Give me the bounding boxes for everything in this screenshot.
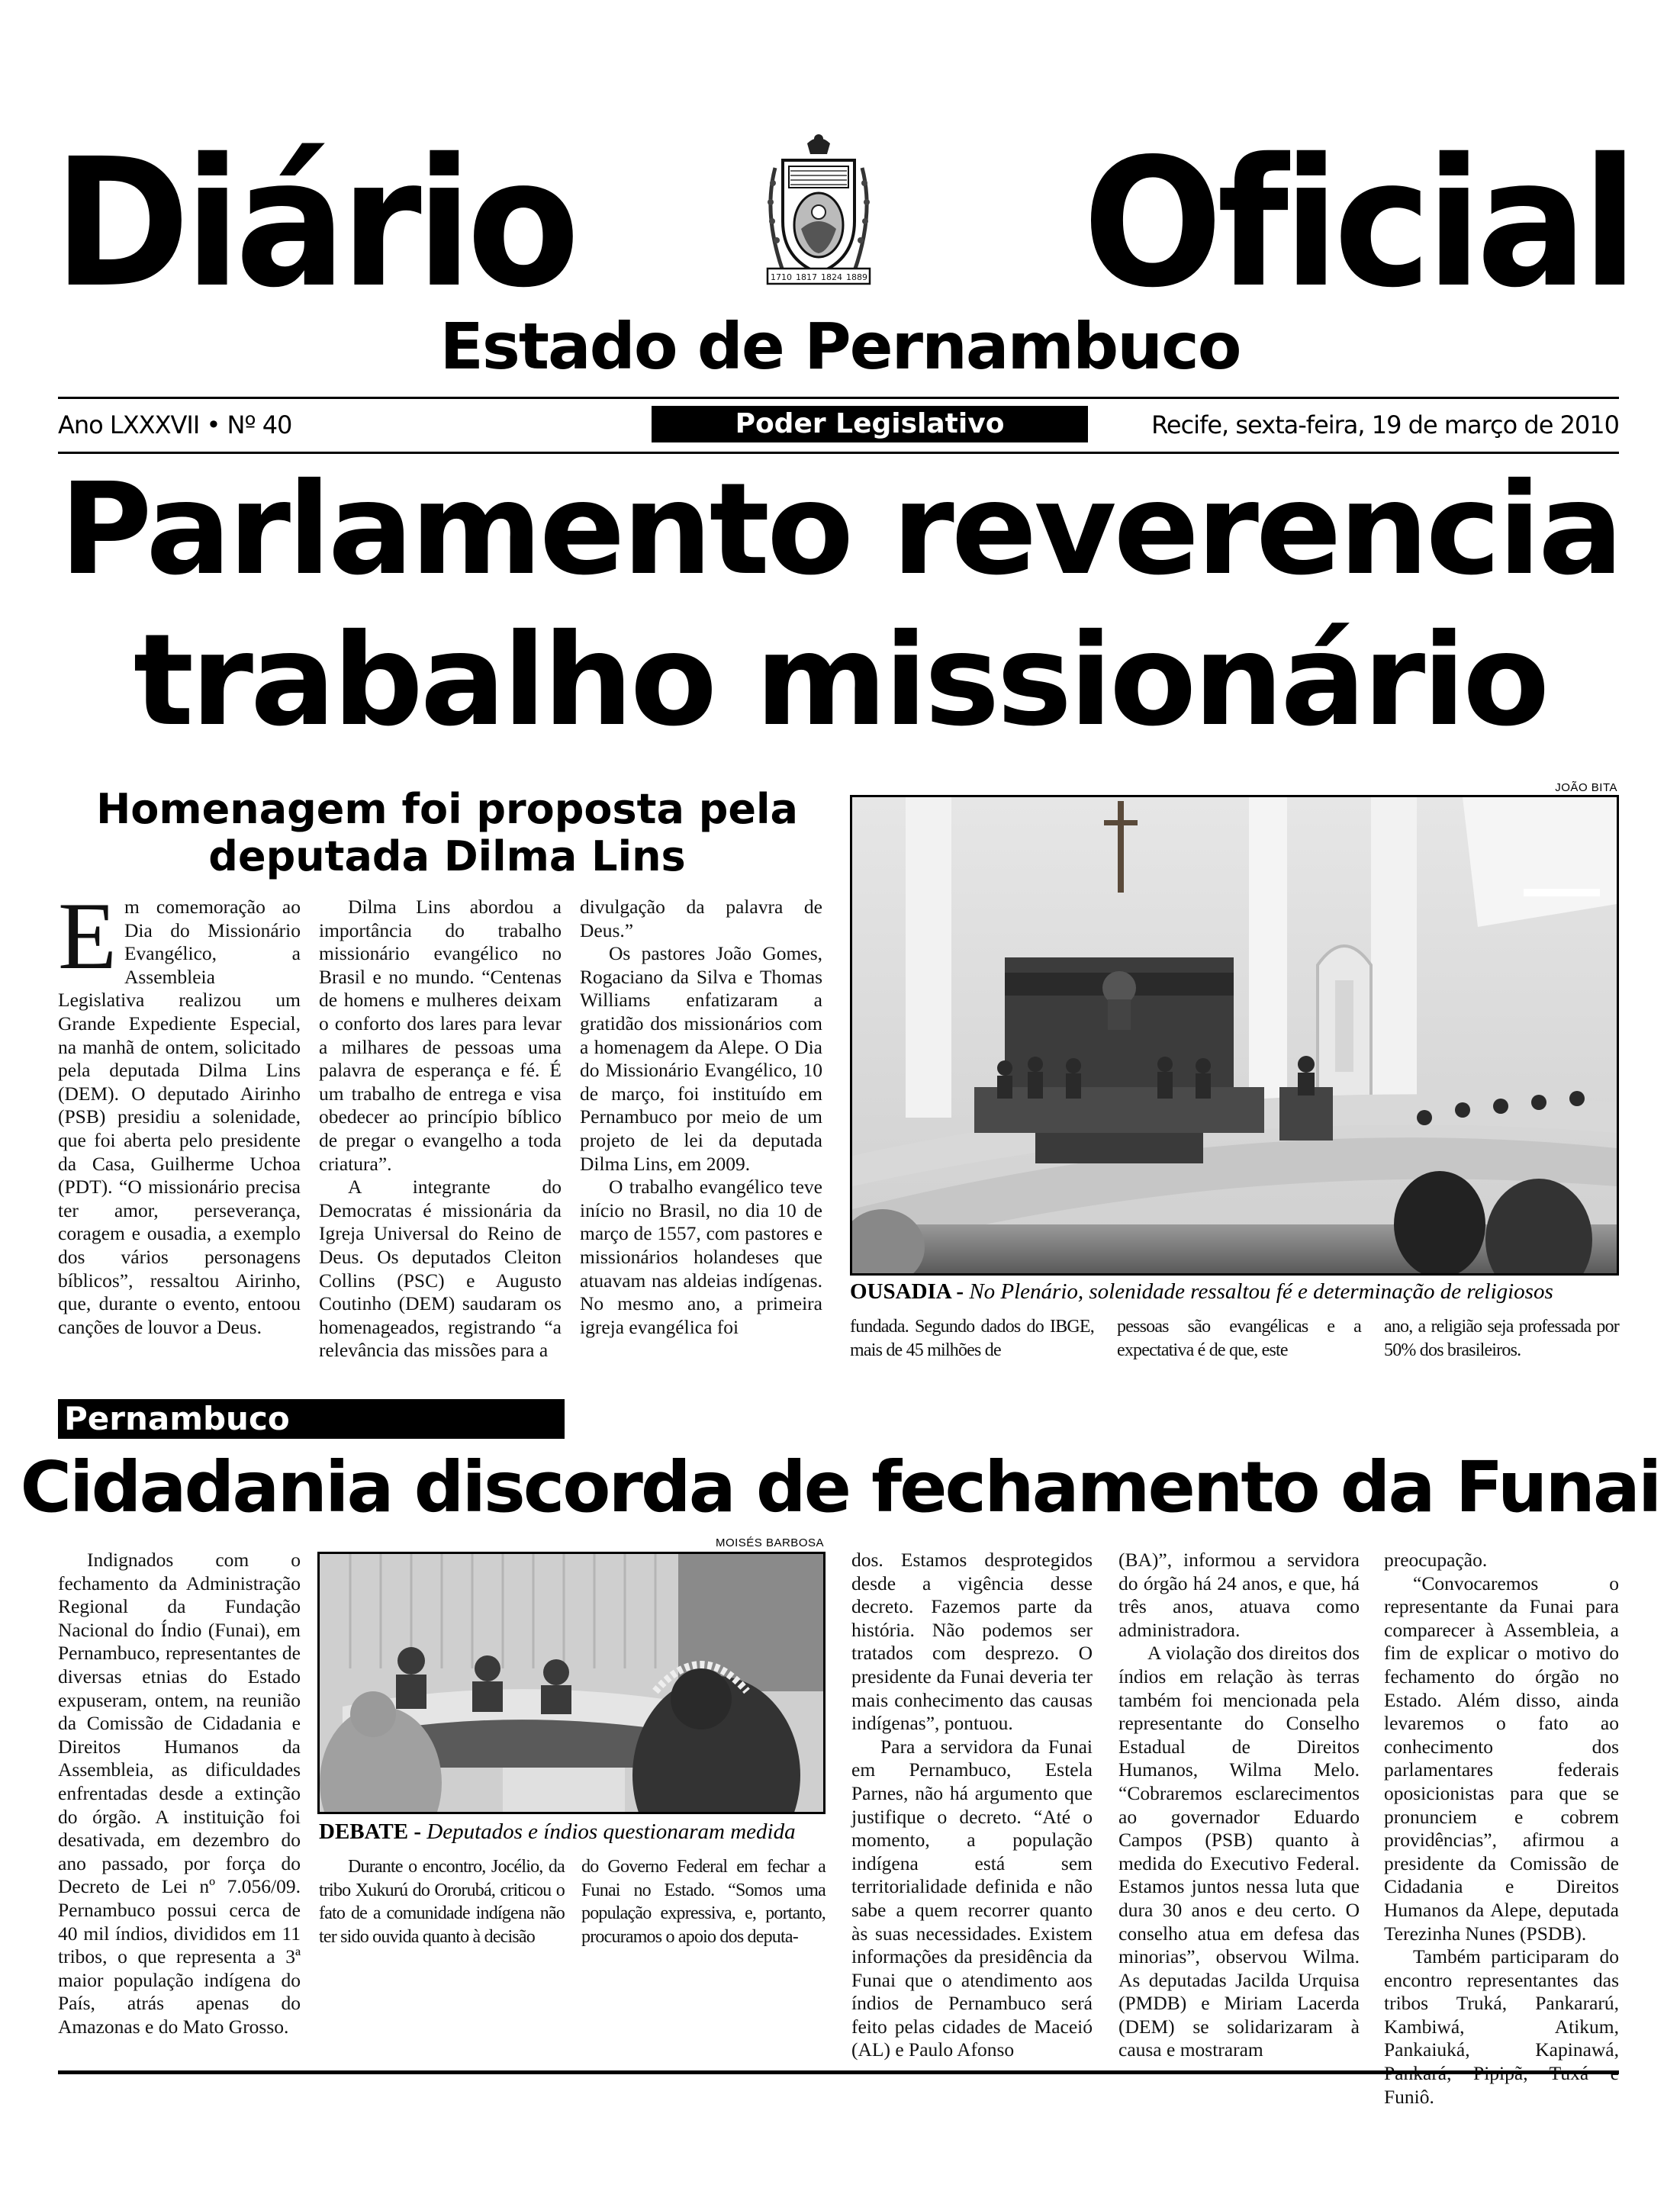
dateline: Recife, sexta-feira, 19 de março de 2010 <box>1151 410 1619 439</box>
coat-year-2: 1817 <box>796 272 817 282</box>
coat-year-3: 1824 <box>821 272 842 282</box>
masthead-info-bar <box>58 406 1619 442</box>
lead-column-3 <box>580 896 822 1339</box>
paragraph: A violação dos direitos dos índios em relação às terras também foi mencionada pela representante do Conselho Estadual de Direitos Humanos, Wilma Melo. “Cobraremos esclarecimentos ao governador Eduardo Campos (PSB) quanto à medida do Executivo Federal. Estamos juntos nessa luta que dura 30 anos e deu certo. O conselho atua em defesa das minorias”, observou Wilma. As deputadas Jacilda Urquisa (PMDB) e Miriam Lacerda (DEM) se solidarizaram à causa e mostraram <box>1118 1642 1360 2061</box>
masthead-top-rule <box>58 397 1619 399</box>
page-bottom-rule <box>58 2070 1619 2074</box>
photo-credit: JOÃO BITA <box>1555 781 1617 794</box>
debate-photo-image <box>320 1554 823 1812</box>
debate-photo <box>317 1552 826 1814</box>
caption-tag: DEBATE - <box>319 1819 422 1844</box>
masthead-bottom-rule <box>58 452 1619 454</box>
paragraph: Dilma Lins abordou a importância do trabalho missionário evangélico no Brasil e no mundo. “Centenas de homens e mulheres deixam o conforto dos lares para levar a milhares de pessoas uma palavra de esperança e fé. É um trabalho de entrega e visa obedecer ao princípio bíblico de pregar o evangelho a toda criatura”. <box>319 896 562 1175</box>
lead-column-2 <box>319 896 562 1363</box>
lead-column-4 <box>850 1315 1094 1362</box>
second-column-2 <box>319 1855 565 1948</box>
second-column-4 <box>851 1549 1093 2062</box>
masthead-title-right: Oficial <box>1083 120 1633 327</box>
second-column-6 <box>1384 1549 1619 2109</box>
lead-headline-line-2: trabalho missionário <box>133 607 1547 754</box>
paragraph: O trabalho evangélico teve início no Brasil, no dia 10 de março de 1557, com pastores e missionários holandeses que atuavam nas aldeias indígenas. No mesmo ano, a primeira igreja evangélica foi <box>580 1176 822 1338</box>
photo-caption <box>850 1279 1553 1305</box>
second-column-5 <box>1118 1549 1360 2062</box>
lead-deck <box>58 786 836 880</box>
section-label: Pernambuco <box>58 1399 565 1439</box>
paragraph: Os pastores João Gomes, Rogaciano da Silva e Thomas Williams enfatizaram a gratidão dos missionários com a homenagem da Alepe. O Dia do Missionário Evangélico, 10 de março, foi instituído em Pernambuco por meio de um projeto de lei da deputada Dilma Lins, em 2009. <box>580 942 822 1175</box>
paragraph: “Convocaremos o representante da Funai para comparecer à Assembleia, a fim de explicar o motivo do fechamento do órgão no Estado. Além disso, ainda levaremos o fato ao conhecimento dos parlamentares federais oposicionistas para que se pronunciem e cobrem providências”, afirmou a presidente da Comissão de Cidadania e Direitos Humanos da Alepe, deputada Terezinha Nunes (PSDB). <box>1384 1572 1619 1945</box>
coat-year-4: 1889 <box>846 272 867 282</box>
pernambuco-coat-of-arms-icon <box>754 130 883 294</box>
paragraph: ano, a religião seja professada por 50% dos brasileiros. <box>1384 1317 1619 1360</box>
caption-text: No Plenário, solenidade ressaltou fé e determinação de religiosos <box>969 1279 1553 1304</box>
paragraph: A integrante do Democratas é missionária da Igreja Universal do Reino de Deus. Os deputados Cleiton Collins (PSC) e Augusto Coutinho (DEM) saudaram os homenageados, registrando “a relevância das missões para a <box>319 1176 562 1362</box>
paragraph: pessoas são evangélicas e a expectativa é de que, este <box>1117 1317 1361 1360</box>
paragraph: divulgação da palavra de Deus.” <box>580 896 822 941</box>
caption-text: Deputados e índios questionaram medida <box>426 1819 796 1844</box>
drop-cap: E <box>58 883 117 989</box>
paragraph: (BA)”, informou a servidora do órgão há 24 anos, e que, há três anos, atuava como administradora. <box>1118 1549 1360 1641</box>
masthead-title-left: Diário <box>53 120 574 327</box>
lead-column-5 <box>1117 1315 1361 1362</box>
lead-deck-line-2: deputada Dilma Lins <box>208 832 686 880</box>
photo-caption <box>319 1819 796 1845</box>
paragraph: fundada. Segundo dados do IBGE, mais de 45 milhões de <box>850 1317 1094 1360</box>
second-column-3 <box>581 1855 826 1948</box>
section-badge: Poder Legislativo <box>652 406 1088 442</box>
paragraph: m comemoração ao Dia do Missionário Evangélico, a Assembleia Legislativa realizou um Grande Expediente Especial, na manhã de ontem, solicitado pela deputada Dilma Lins (DEM). O deputado Airinho (PSB) presidiu a solenidade, que foi aberta pelo presidente da Casa, Guilherme Uchoa (PDT). “O missionário precisa ter amor, perseverança, coragem e ousadia, a exemplo dos vários personagens bíblicos”, ressaltou Airinho, que, durante o evento, entoou canções de louvor a Deus. <box>58 896 301 1338</box>
paragraph: do Governo Federal em fechar a Funai no Estado. “Somos uma população expressiva, e, portanto, procuramos o apoio dos deputa- <box>581 1857 826 1947</box>
paragraph: Também participaram do encontro representantes das tribos Truká, Pankararú, Kambiwá, Atikum, Pankaiuká, Kapinawá, Funiô. <box>1384 1945 1619 2108</box>
lead-headline-line-1: Parlamento reverencia <box>59 456 1621 603</box>
edition-number: Ano LXXXVII • Nº 40 <box>58 410 292 439</box>
second-headline: Cidadania discorda de fechamento da Funai <box>20 1446 1660 1528</box>
plenary-photo <box>850 795 1619 1276</box>
paragraph: Indignados com o fechamento da Administração Regional da Fundação Nacional do Índio (Funai), em Pernambuco, representantes de diversas etnias do Estado expuseram, ontem, na reunião da Comissão de Cidadania e Direitos Humanos da Assembleia, as dificuldades enfrentadas desde a extinção do órgão. A instituição foi desativada, em dezembro do ano passado, por força do Decreto de Lei nº 7.056/09. Pernambuco possui cerca de 40 mil índios, divididos em 11 tribos, o que representa a 3ª maior população indígena do País, atrás apenas do Amazonas e do Mato Grosso. <box>58 1549 301 2038</box>
paragraph: preocupação. <box>1384 1549 1488 1571</box>
second-column-1 <box>58 1549 301 2038</box>
paragraph: Durante o encontro, Jocélio, da tribo Xukurú do Ororubá, criticou o fato de a comunidade indígena não ter sido ouvida quanto à decisão <box>319 1857 565 1947</box>
paragraph: dos. Estamos desprotegidos desde a vigência desse decreto. Fazemos parte da história. Não podemos ser tratados com desprezo. O presidente da Funai deveria ter mais conhecimento das causas indígenas”, pontuou. <box>851 1549 1093 1735</box>
photo-credit: MOISÉS BARBOSA <box>715 1536 824 1549</box>
coat-year-1: 1710 <box>771 272 792 282</box>
masthead-subtitle: Estado de Pernambuco <box>439 309 1241 384</box>
paragraph: Para a servidora da Funai em Pernambuco, Estela Parnes, não há argumento que justifique o decreto. “Até o momento, a população indígena está sem territorialidade definida e não sabe a quem recorrer quanto às suas necessidades. Existem informações da presidência da Funai que o atendimento aos índios de Pernambuco será feito pelas cidades de Maceió (AL) e Paulo Afonso <box>851 1735 1093 2061</box>
lead-column-1 <box>58 883 301 1339</box>
plenary-photo-image <box>852 797 1617 1273</box>
lead-deck-line-1: Homenagem foi proposta pela <box>96 785 798 833</box>
lead-column-6 <box>1384 1315 1619 1362</box>
caption-tag: OUSADIA - <box>850 1279 964 1304</box>
